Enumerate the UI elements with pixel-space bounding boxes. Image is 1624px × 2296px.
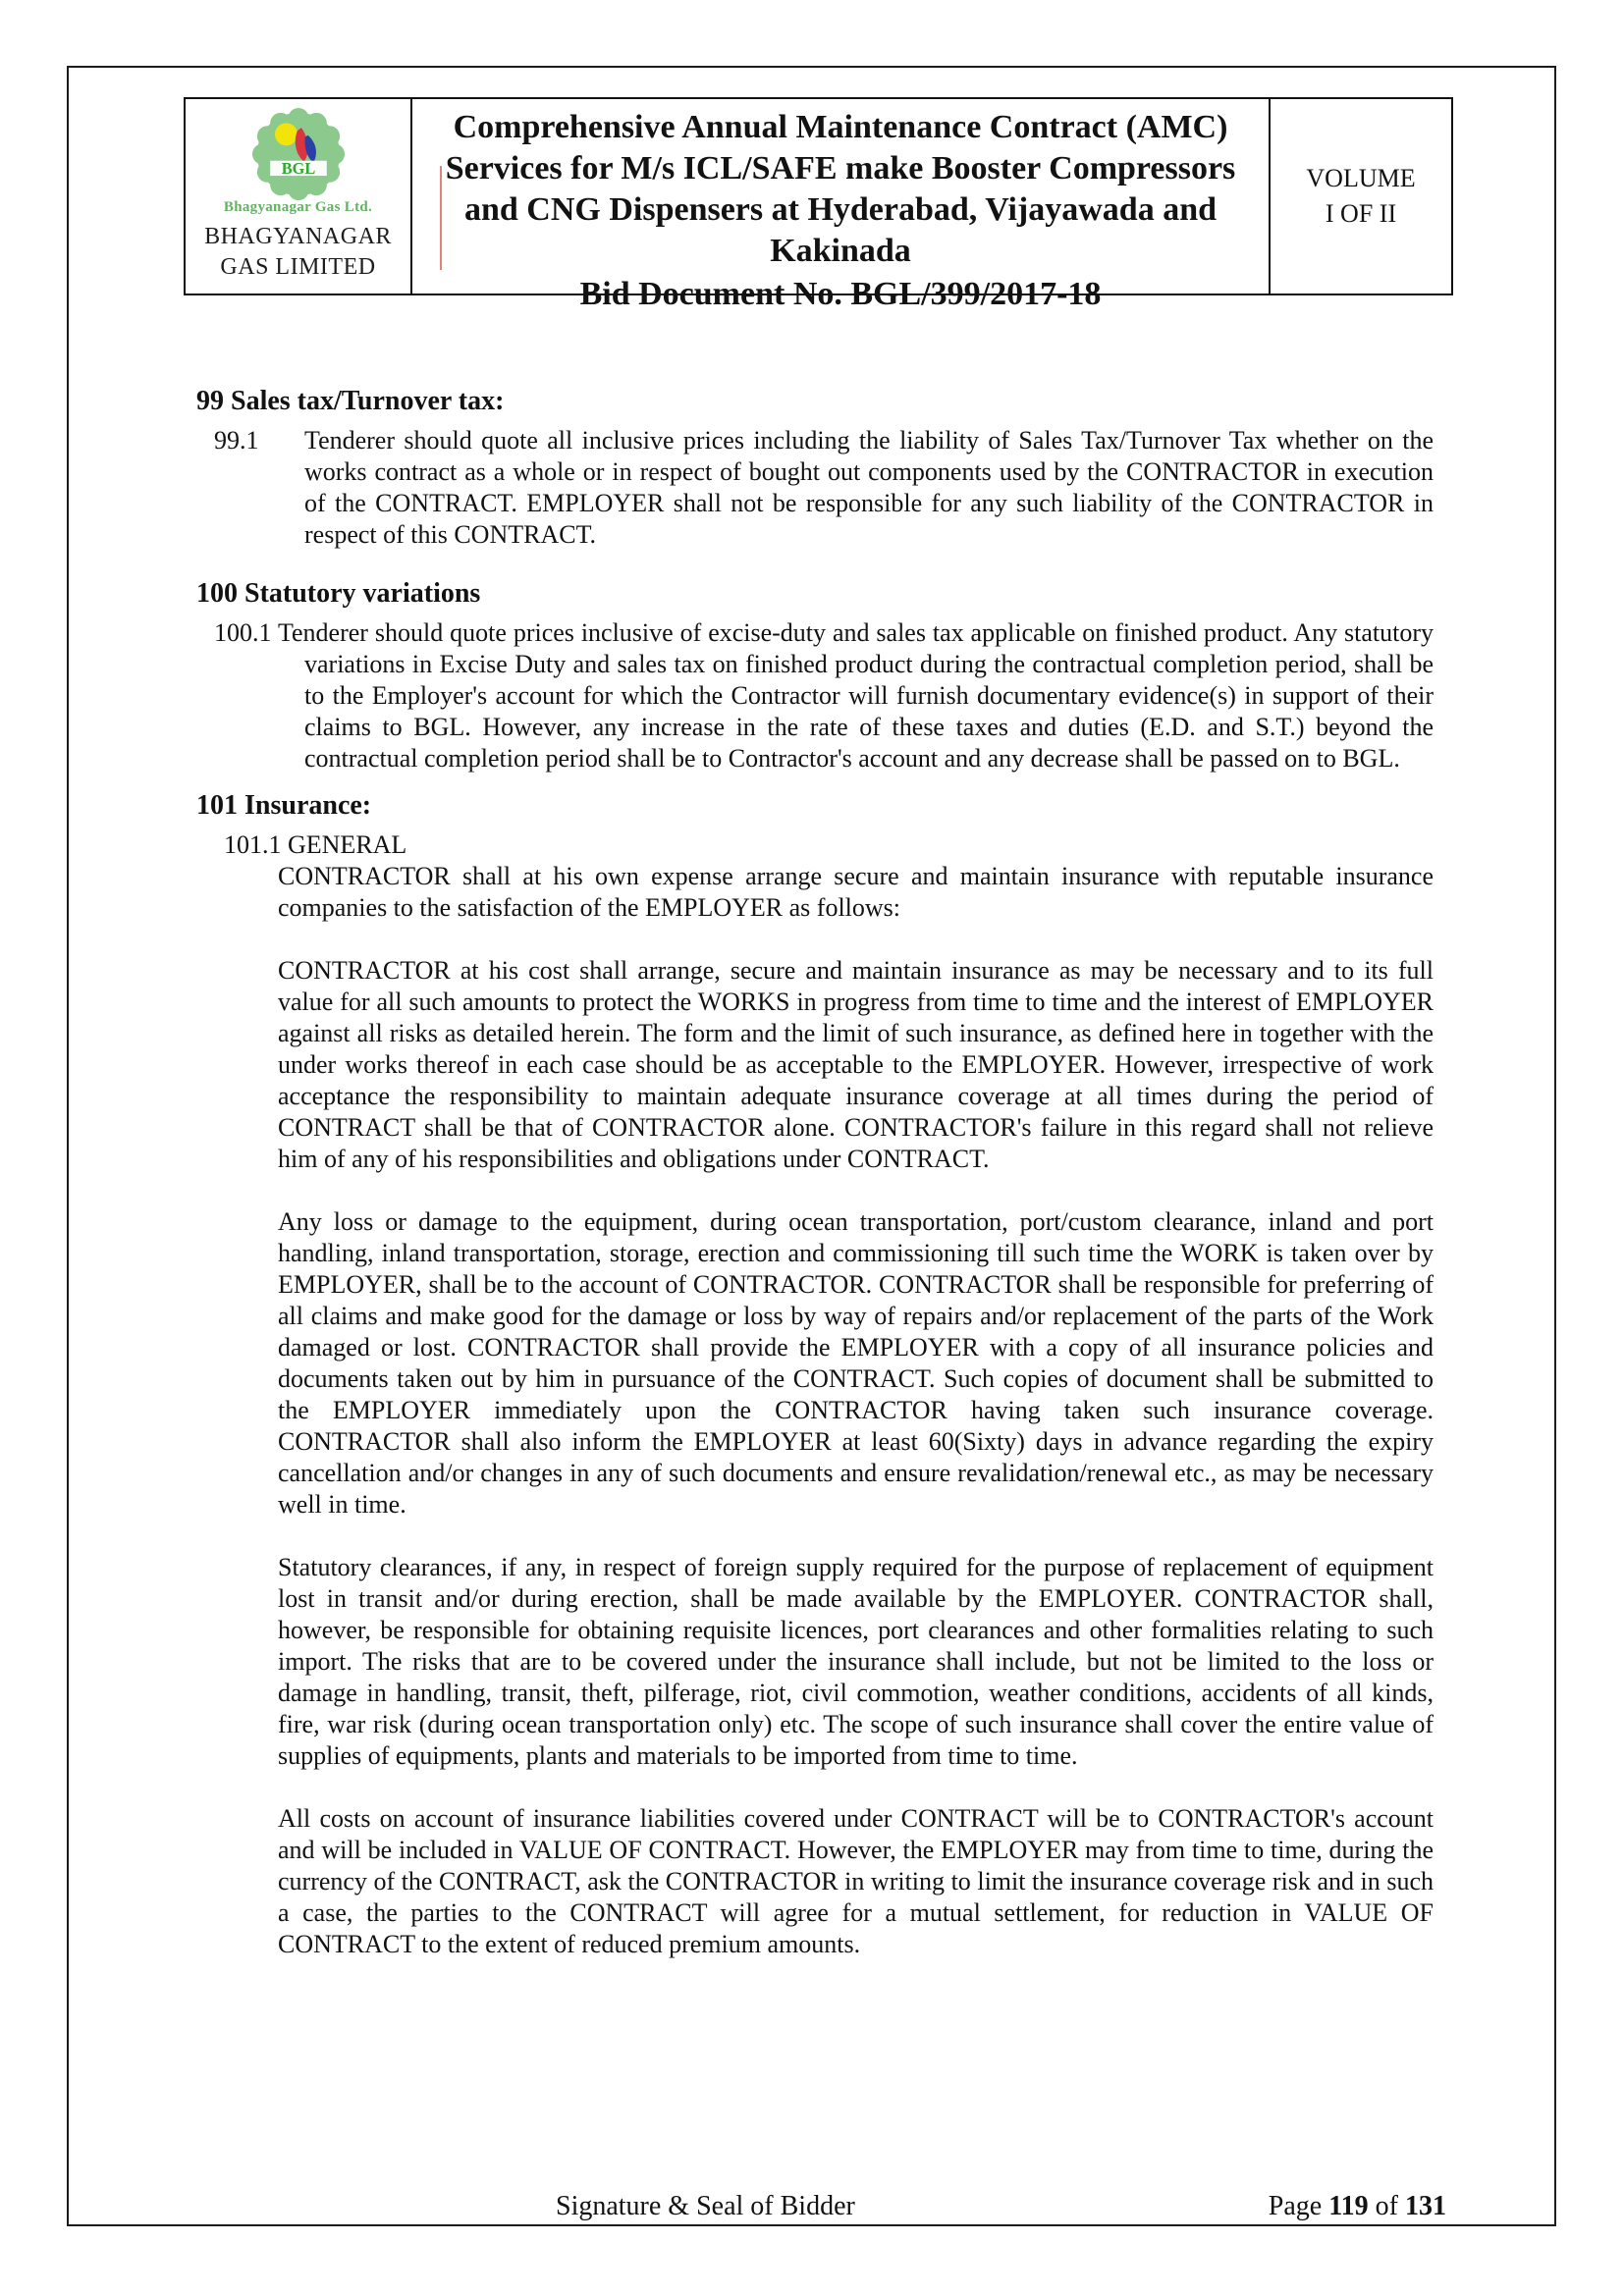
volume-line2: I OF II bbox=[1325, 199, 1397, 228]
document-body bbox=[196, 386, 1434, 1960]
logo-sun bbox=[275, 123, 298, 145]
clause-99-1 bbox=[214, 425, 1434, 551]
section-99-heading: 99 Sales tax/Turnover tax: bbox=[196, 386, 505, 416]
clause-101-1-paragraph: Any loss or damage to the equipment, during ocean transportation, port/custom clearance, inland and port handling, inland transportation, storage, erection and commissioning till such time the WORK is taken over by EMPLOYER, shall be to the account of CONTRACTOR. CONTRACTOR shall be responsible for preferring of all claims and make good for the damage or loss by way of repairs and/or replacement of the parts of the Work damaged or lost. CONTRACTOR shall provide the EMPLOYER with a copy of all insurance policies and documents taken out by him in pursuance of the CONTRACT. Such copies of document shall be submitted to the EMPLOYER immediately upon the CONTRACTOR having taken such insurance coverage. CONTRACTOR shall also inform the EMPLOYER at least 60(Sixty) days in advance regarding the expiry cancellation and/or changes in any of such documents and ensure revalidation/renewal etc., as may be necessary well in time. bbox=[278, 1207, 1434, 1519]
company-name bbox=[204, 222, 392, 283]
volume-line1: VOLUME bbox=[1306, 164, 1416, 192]
section-101-heading: 101 Insurance: bbox=[196, 790, 372, 821]
title-line: and CNG Dispensers at Hyderabad, Vijayawada and bbox=[463, 191, 1218, 228]
document-header bbox=[184, 97, 1453, 312]
clause-100-1-text: Tenderer should quote prices inclusive of excise-duty and sales tax applicable on finished product. Any statutory variations in Excise Duty and sales tax on finished product during the contractual completion period, shall be to the Employer's account for which the Contractor will furnish documentary evidence(s) in support of their claims to BGL. However, any increase in the rate of these taxes and duties (E.D. and S.T.) beyond the contractual completion period shall be to Contractor's account and any decrease shall be passed on to BGL. bbox=[277, 618, 1435, 773]
footer-page-total: 131 bbox=[1405, 2191, 1446, 2221]
title-line: Services for M/s ICL/SAFE make Booster Compressors bbox=[445, 150, 1236, 187]
document-title-cell bbox=[412, 99, 1269, 312]
clause-99-1-text: Tenderer should quote all inclusive prices including the liability of Sales Tax/Turnover Tax whether on the works contract as a whole or in respect of bought out components used by the CONTRACTOR in execution of the CONTRACT. EMPLOYER shall not be responsible for any such liability of the CONTRACTOR in respect of this CONTRACT. bbox=[304, 426, 1434, 549]
logo-emblem-text: BGL bbox=[281, 159, 315, 179]
title-line: Kakinada bbox=[770, 233, 911, 269]
scan-artifact-line bbox=[440, 166, 442, 270]
footer-page-number bbox=[1269, 2191, 1446, 2222]
bgl-logo-icon bbox=[251, 107, 346, 201]
page-border-frame bbox=[67, 66, 1556, 2226]
title-line: Comprehensive Annual Maintenance Contract (AMC) bbox=[453, 109, 1228, 145]
logo-caption: Bhagyanagar Gas Ltd. bbox=[223, 199, 373, 215]
clause-101-1-paragraph: CONTRACTOR at his cost shall arrange, secure and maintain insurance as may be necessary and to its full value for all such amounts to protect the WORKS in progress from time to time and the interest of EMPLOYER against all risks as detailed herein. The form and the limit of such insurance, as defined here in together with the under works thereof in each case should be as acceptable to the EMPLOYER. However, irrespective of work acceptance the responsibility to maintain adequate insurance coverage at all times during the period of CONTRACT shall be that of CONTRACTOR alone. CONTRACTOR's failure in this regard shall not relieve him of any of his responsibilities and obligations under CONTRACT. bbox=[278, 956, 1434, 1173]
clause-101-1-heading: 101.1 GENERAL bbox=[224, 830, 407, 859]
clause-100-1-number: 100.1 bbox=[214, 618, 272, 647]
logo-cell bbox=[186, 99, 412, 294]
company-name-line2: GAS LIMITED bbox=[220, 254, 376, 280]
clause-99-1-number: 99.1 bbox=[214, 426, 259, 454]
clause-101-1-paragraph: Statutory clearances, if any, in respect of foreign supply required for the purpose of replacement of equipment lost in transit and/or during erection, shall be made available by the EMPLOYER. CONTRACTOR shall, however, be responsible for obtaining requisite licences, port clearances and other formalities relating to such import. The risks that are to be covered under the insurance shall include, but not be limited to the loss or damage in handling, transit, theft, pilferage, riot, civil commotion, weather conditions, accidents of all kinds, fire, war risk (during ocean transportation only) etc. The scope of such insurance shall cover the entire value of supplies of equipments, plants and materials to be imported from time to time. bbox=[278, 1553, 1434, 1770]
footer-of-label: of bbox=[1375, 2191, 1398, 2221]
clause-100-1 bbox=[214, 617, 1434, 774]
bid-document-number: Bid Document No. BGL/399/2017-18 bbox=[579, 276, 1102, 312]
volume-cell bbox=[1269, 99, 1451, 294]
company-name-line1: BHAGYANAGAR bbox=[204, 224, 392, 249]
clause-101-1-paragraph: All costs on account of insurance liabilities covered under CONTRACT will be to CONTRACTOR's account and will be included in VALUE OF CONTRACT. However, the EMPLOYER may from time to time, during the currency of the CONTRACT, ask the CONTRACTOR in writing to limit the insurance coverage risk and in such a case, the parties to the CONTRACT will agree for a mutual settlement, for reduction in VALUE OF CONTRACT to the extent of reduced premium amounts. bbox=[278, 1804, 1434, 1958]
section-100-heading: 100 Statutory variations bbox=[196, 578, 481, 609]
footer-page-label: Page bbox=[1268, 2191, 1323, 2221]
clause-101-1-paragraph: CONTRACTOR shall at his own expense arrange secure and maintain insurance with reputable insurance companies to the satisfaction of the EMPLOYER as follows: bbox=[278, 862, 1434, 922]
footer-page-current: 119 bbox=[1328, 2191, 1369, 2221]
footer-signature-label: Signature & Seal of Bidder bbox=[556, 2191, 855, 2221]
